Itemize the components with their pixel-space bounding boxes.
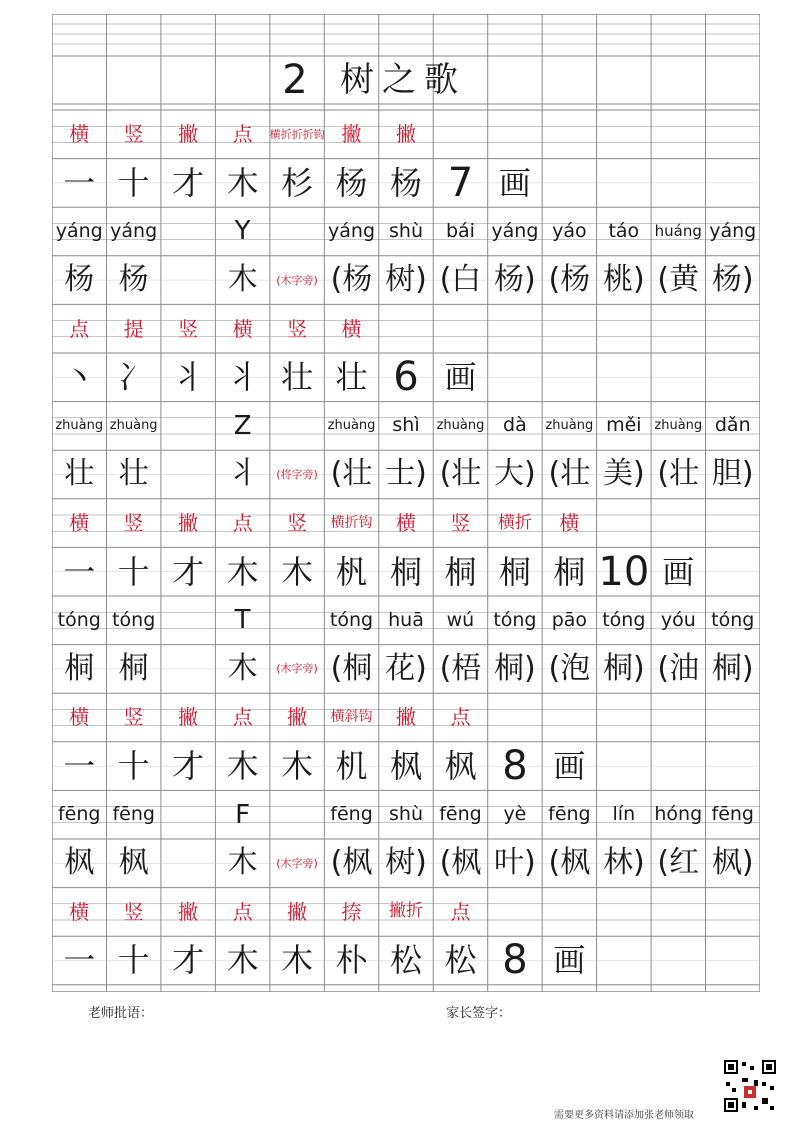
stroke-order-char: 桐: [553, 552, 586, 591]
pinyin-syllable: tóng: [57, 608, 101, 631]
vocab-char: 树): [385, 845, 427, 881]
vocab-char: 桐: [64, 650, 95, 686]
pinyin-syllable: fēng: [548, 803, 591, 826]
stroke-order-char: 木: [281, 552, 314, 591]
vocab-char: 桐): [602, 650, 645, 686]
vocab-char: 杨: [118, 262, 149, 298]
vocab-char: 桃): [602, 262, 645, 298]
teacher-comment-label: 老师批语：: [88, 1006, 154, 1021]
stroke-order-char: 十: [117, 552, 150, 591]
vocab-char: (壮: [439, 456, 482, 492]
pinyin-syllable: lín: [612, 803, 636, 826]
stroke-name: 点: [232, 705, 253, 730]
vocab-char: 杨): [494, 262, 536, 298]
stroke-name: 撇: [178, 705, 199, 730]
pinyin-syllable: yáng: [709, 219, 757, 242]
pinyin-syllable: táo: [608, 219, 640, 242]
stroke-order-char: 8: [502, 937, 528, 984]
vocab-char: 胆): [711, 456, 754, 492]
vocab-char: 士): [385, 456, 427, 492]
pinyin-syllable: F: [235, 799, 251, 830]
stroke-order-char: 丬: [172, 358, 205, 397]
stroke-order-char: 十: [117, 941, 150, 980]
pinyin-syllable: fēng: [711, 803, 754, 826]
pinyin-syllable: zhuàng: [654, 418, 703, 434]
pinyin-syllable: huáng: [654, 221, 702, 240]
stroke-name: 点: [232, 899, 253, 924]
stroke-order-char: 壮: [281, 358, 314, 397]
vocab-char: (油: [657, 650, 700, 686]
stroke-order-char: 木: [281, 747, 314, 786]
stroke-name: 竖: [123, 899, 144, 924]
vocab-char: (杨: [330, 262, 373, 298]
pinyin-syllable: zhuàng: [55, 418, 104, 434]
stroke-order-char: 一: [63, 552, 96, 591]
pinyin-syllable: fēng: [330, 803, 373, 826]
contact-note: 需要更多资料请添加张老师领取: [554, 1110, 694, 1121]
stroke-order-char: 木: [226, 747, 259, 786]
stroke-order-char: 一: [63, 941, 96, 980]
vocab-char: (梧: [439, 650, 482, 686]
stroke-order-char: 机: [335, 747, 368, 786]
writing-grid-sheet: [52, 14, 760, 992]
qr-code-icon: [722, 1058, 778, 1114]
lesson-number: 2: [282, 57, 308, 103]
vocab-char: 丬: [227, 456, 258, 492]
vocab-char: 枫: [118, 845, 149, 881]
vocab-char: 叶): [494, 845, 536, 881]
stroke-order-char: 杨: [335, 163, 368, 202]
stroke-name: 横折钩: [330, 515, 373, 532]
stroke-order-char: 桐: [498, 552, 531, 591]
stroke-name: 点: [69, 316, 90, 341]
vocab-char: 木: [227, 845, 258, 881]
pinyin-syllable: tóng: [602, 608, 646, 631]
stroke-order-char: 杨: [389, 163, 422, 202]
stroke-name: 撇: [178, 122, 199, 147]
stroke-order-char: 十: [117, 163, 150, 202]
stroke-name: 横: [69, 899, 90, 924]
pinyin-syllable: tóng: [493, 608, 537, 631]
pinyin-syllable: měi: [606, 414, 642, 437]
pinyin-syllable: tóng: [112, 608, 156, 631]
stroke-order-char: 丶: [63, 358, 96, 397]
stroke-order-char: 桐: [444, 552, 477, 591]
parent-signature-label: 家长签字：: [446, 1006, 512, 1021]
stroke-name: 点: [232, 122, 253, 147]
stroke-order-char: 10: [598, 548, 650, 595]
stroke-order-char: 枫: [444, 747, 477, 786]
stroke-order-char: 松: [389, 941, 422, 980]
stroke-name: 横: [69, 122, 90, 147]
stroke-order-char: 杉: [281, 163, 314, 202]
pinyin-syllable: zhuàng: [109, 418, 158, 434]
pinyin-syllable: huā: [388, 608, 424, 631]
stroke-name: 点: [450, 705, 471, 730]
radical-note: (木字旁): [276, 856, 318, 870]
vocab-char: (红: [657, 845, 700, 881]
stroke-name: 撇: [287, 899, 308, 924]
radical-note: (将字旁): [276, 467, 318, 481]
radical-note: (木字旁): [276, 662, 318, 676]
stroke-name: 撇: [395, 705, 416, 730]
stroke-order-char: 十: [117, 747, 150, 786]
stroke-name: 竖: [450, 511, 471, 536]
pinyin-syllable: yáng: [55, 219, 103, 242]
vocab-char: 壮: [118, 456, 149, 492]
stroke-name: 撇折: [388, 901, 423, 922]
vocab-char: (泡: [548, 650, 591, 686]
stroke-name: 撇: [178, 899, 199, 924]
stroke-name: 横: [232, 316, 253, 341]
pinyin-syllable: zhuàng: [545, 418, 594, 434]
stroke-order-char: 桐: [389, 552, 422, 591]
stroke-name: 横: [395, 511, 416, 536]
vocab-char: 大): [494, 456, 536, 492]
vocab-char: 壮: [64, 456, 95, 492]
stroke-order-char: 一: [63, 163, 96, 202]
pinyin-syllable: dǎn: [714, 414, 751, 437]
pinyin-syllable: tóng: [711, 608, 755, 631]
stroke-order-char: 画: [553, 747, 586, 786]
stroke-order-char: 才: [172, 163, 205, 202]
stroke-name: 竖: [287, 511, 308, 536]
vocab-char: (壮: [548, 456, 591, 492]
vocab-char: 美): [602, 456, 645, 492]
pinyin-syllable: yóu: [660, 608, 696, 631]
pinyin-syllable: yáng: [328, 219, 376, 242]
stroke-order-char: 木: [226, 163, 259, 202]
vocab-char: 树): [385, 262, 427, 298]
pinyin-syllable: Z: [233, 410, 252, 441]
stroke-order-char: 画: [553, 941, 586, 980]
vocab-char: (黄: [657, 262, 700, 298]
pinyin-syllable: wú: [446, 608, 475, 631]
vocab-char: (壮: [330, 456, 373, 492]
vocab-char: 林): [602, 845, 645, 881]
vocab-char: (枫: [439, 845, 482, 881]
stroke-order-char: 木: [226, 552, 259, 591]
vocab-char: 杨: [64, 262, 95, 298]
stroke-order-char: 朴: [335, 941, 368, 980]
stroke-name: 竖: [123, 511, 144, 536]
stroke-name: 提: [123, 316, 144, 341]
vocab-char: (壮: [657, 456, 700, 492]
stroke-order-char: 画: [444, 358, 477, 397]
radical-note: (木字旁): [276, 273, 318, 287]
stroke-order-char: 才: [172, 552, 205, 591]
pinyin-syllable: zhuàng: [327, 418, 376, 434]
pinyin-syllable: yáo: [552, 219, 587, 242]
pinyin-syllable: fēng: [439, 803, 482, 826]
vocab-char: (白: [439, 262, 482, 298]
stroke-order-char: 8: [502, 743, 528, 790]
pinyin-syllable: shì: [392, 414, 420, 437]
stroke-order-char: 才: [172, 747, 205, 786]
vocab-char: 杨): [711, 262, 754, 298]
stroke-order-char: 杋: [335, 552, 368, 591]
stroke-order-char: 才: [172, 941, 205, 980]
pinyin-syllable: shù: [389, 219, 423, 242]
stroke-name: 竖: [178, 316, 199, 341]
stroke-order-char: 7: [447, 159, 474, 206]
vocab-char: 桐: [118, 650, 149, 686]
stroke-order-char: 一: [63, 747, 96, 786]
stroke-name: 撇: [395, 122, 416, 147]
stroke-order-char: 壮: [335, 358, 368, 397]
pinyin-syllable: Y: [234, 216, 251, 247]
vocab-char: 木: [227, 262, 258, 298]
stroke-name: 横: [69, 511, 90, 536]
stroke-name: 竖: [123, 705, 144, 730]
stroke-name: 横: [559, 511, 580, 536]
vocab-char: 枫): [711, 845, 754, 881]
pinyin-syllable: yè: [503, 803, 527, 826]
stroke-order-char: 木: [226, 941, 259, 980]
lesson-title: 树之歌: [340, 60, 466, 100]
pinyin-syllable: dà: [503, 414, 527, 437]
pinyin-syllable: fēng: [112, 803, 155, 826]
pinyin-syllable: bái: [445, 219, 475, 242]
stroke-name: 撇: [178, 511, 199, 536]
pinyin-syllable: fēng: [57, 803, 101, 826]
vocab-char: (枫: [548, 845, 591, 881]
stroke-name: 横斜钩: [330, 709, 373, 726]
vocab-char: (杨: [548, 262, 591, 298]
stroke-order-char: 6: [393, 354, 419, 401]
stroke-name: 竖: [123, 122, 144, 147]
vocab-char: 枫: [64, 845, 95, 881]
stroke-name: 捺: [341, 899, 362, 924]
stroke-name: 点: [232, 511, 253, 536]
stroke-name: 横折: [497, 512, 532, 533]
pinyin-syllable: zhuàng: [436, 418, 485, 434]
vocab-char: 桐): [494, 650, 536, 686]
stroke-order-char: 画: [498, 163, 531, 202]
stroke-name: 撇: [341, 122, 362, 147]
stroke-name: 横折折折钩: [269, 127, 325, 141]
stroke-name: 撇: [287, 705, 308, 730]
vocab-char: (桐: [330, 650, 373, 686]
pinyin-syllable: yáng: [110, 219, 158, 242]
stroke-order-char: 丬: [226, 358, 259, 397]
stroke-name: 横: [69, 705, 90, 730]
vocab-char: (枫: [330, 845, 373, 881]
stroke-order-char: 枫: [389, 747, 422, 786]
pinyin-syllable: shù: [389, 803, 423, 826]
pinyin-syllable: tóng: [329, 608, 374, 631]
pinyin-syllable: yáng: [491, 219, 539, 242]
pinyin-syllable: T: [234, 605, 251, 636]
stroke-name: 点: [450, 899, 471, 924]
vocab-char: 木: [227, 650, 258, 686]
stroke-name: 横: [341, 316, 362, 341]
pinyin-syllable: pāo: [551, 608, 588, 631]
vocab-char: 桐): [711, 650, 754, 686]
stroke-order-char: 冫: [117, 358, 150, 397]
vocab-char: 花): [385, 650, 427, 686]
stroke-order-char: 画: [662, 552, 695, 591]
stroke-order-char: 木: [281, 941, 314, 980]
pinyin-syllable: hóng: [654, 803, 703, 826]
stroke-order-char: 松: [444, 941, 477, 980]
stroke-name: 竖: [287, 316, 308, 341]
